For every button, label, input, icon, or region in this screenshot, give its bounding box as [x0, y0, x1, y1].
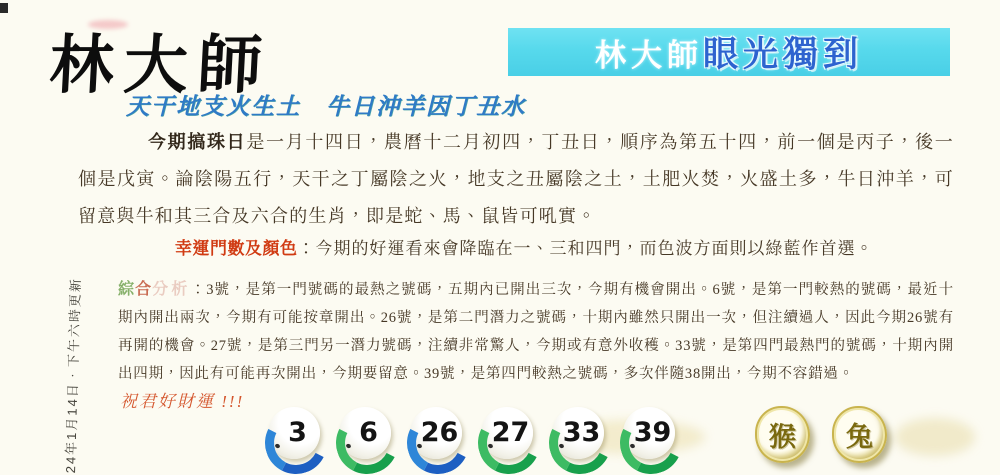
lottery-ball	[339, 407, 391, 459]
master-lin-title: 林大師	[47, 30, 274, 101]
yellow-smudge-artifact	[895, 418, 975, 456]
fortune-headline: 天干地支火生土 牛日沖羊因丁丑水	[126, 94, 526, 119]
ball-number: 33	[562, 416, 601, 448]
ball-number: 27	[491, 416, 530, 448]
zodiac-coins-row	[755, 406, 887, 463]
lottery-ball	[410, 407, 462, 459]
combined-analysis-paragraph	[118, 276, 954, 388]
lucky-label: 幸運門數及顏色	[175, 239, 298, 258]
master-lin-banner	[508, 28, 950, 76]
analysis-label-char1: 綜	[118, 281, 136, 298]
lucky-doors-line	[78, 234, 954, 259]
banner-suffix-text: 眼光獨到	[702, 35, 863, 74]
analysis-label-faded: 分析	[152, 281, 191, 298]
lottery-ball	[623, 407, 675, 459]
good-fortune-wish: 祝君好財運 !!!	[120, 392, 245, 411]
lottery-ball	[481, 407, 533, 459]
lucky-separator: ：	[297, 239, 316, 258]
intro-body-text: 是一月十四日，農曆十二月初四，丁丑日，順序為第五十四，前一個是丙子，後一個是戊寅。論陰陽五行，天干之丁屬陰之火，地支之丑屬陰之土，土肥火焚，火盛土多，牛日沖羊，可留意與牛和其三合及六合的生肖，即是蛇、馬、鼠皆可吼實。	[78, 132, 955, 226]
update-date-note: 24年1月14日．下午六時更新	[62, 276, 84, 474]
zodiac-coin-monkey	[755, 406, 810, 463]
ball-number: 3	[288, 416, 307, 448]
scan-corner-mark	[0, 3, 8, 13]
zodiac-character: 猴	[769, 422, 796, 452]
ball-number: 26	[420, 416, 459, 448]
banner-prefix-text: 林大師	[594, 37, 703, 73]
recommended-balls-row	[268, 407, 675, 459]
zodiac-character: 兔	[846, 422, 873, 452]
analysis-separator: ：	[190, 282, 207, 298]
lottery-ball	[268, 407, 320, 459]
analysis-body-text: 3號，是第一門號碼的最熱之號碼，五期內已開出三次，今期有機會開出。6號，是第一門較熱的號碼，最近十期內開出兩次，今期有可能按章開出。26號，是第二門潛力之號碼，十期內雖然只開出一次，但注續過人，因此今期26號有再開的機會。27號，是第三門另一潛力號碼，注續非常驚人，今期或有意外收穫。33號，是第四門最熱門的號碼，十期內開出四期，因此有可能再次開出，今期要留意。39號，是第四門較熱之號碼，多次伴隨38開出，今期不容錯過。	[118, 282, 954, 382]
draw-intro-paragraph	[78, 124, 954, 235]
lucky-body-text: 今期的好運看來會降臨在一、三和四門，而色波方面則以綠藍作首選。	[315, 239, 874, 258]
ball-number: 6	[359, 416, 378, 448]
lottery-ball	[552, 407, 604, 459]
ball-number: 39	[633, 416, 672, 448]
zodiac-coin-rabbit	[832, 406, 887, 463]
intro-lead-bold: 今期搞珠日	[148, 132, 247, 152]
analysis-label-char2: 合	[135, 281, 153, 298]
